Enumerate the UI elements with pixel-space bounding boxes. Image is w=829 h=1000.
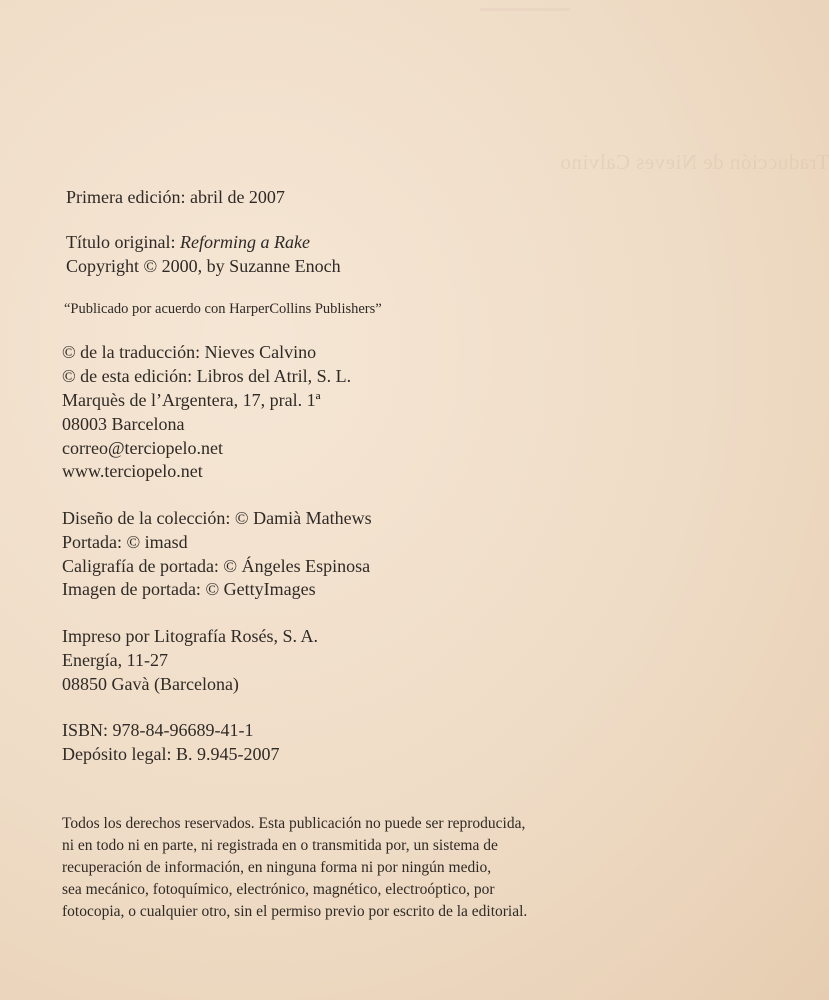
agreement-note: “Publicado por acuerdo con HarperCollins Publishers” (64, 301, 382, 317)
design-line: Caligrafía de portada: © Ángeles Espinosa (62, 556, 371, 576)
design-line: Diseño de la colección: © Damià Mathews (62, 508, 372, 528)
rights-notice-line: fotocopia, o cualquier otro, sin el permiso previo por escrito de la editorial. (62, 903, 528, 920)
printer-line: Energía, 11-27 (62, 650, 168, 670)
edition-line: Primera edición: abril de 2007 (66, 187, 285, 207)
publisher-website: www.terciopelo.net (62, 461, 203, 481)
rights-notice-line: Todos los derechos reservados. Esta publicación no puede ser reproducida, (62, 815, 526, 832)
rights-notice-line: ni en todo ni en parte, ni registrada en o transmitida por, un sistema de (62, 837, 498, 854)
original-title: Reforming a Rake (180, 232, 310, 252)
bleed-through-mark (480, 0, 570, 11)
design-line: Portada: © imasd (62, 532, 188, 552)
design-line: Imagen de portada: © GettyImages (62, 579, 316, 599)
legal-deposit-line: Depósito legal: B. 9.945-2007 (62, 744, 280, 764)
bleed-through-text: Traducción de Nieves Calvino (560, 150, 829, 174)
printer-line: 08850 Gavà (Barcelona) (62, 674, 239, 694)
rights-notice-line: sea mecánico, fotoquímico, electrónico, magnético, electroóptico, por (62, 881, 495, 898)
rights-notice-line: recuperación de información, en ninguna forma ni por ningún medio, (62, 859, 492, 876)
isbn-line: ISBN: 978-84-96689-41-1 (62, 720, 254, 740)
copyright-line: Copyright © 2000, by Suzanne Enoch (66, 256, 341, 276)
publisher-line: © de la traducción: Nieves Calvino (62, 342, 317, 362)
publisher-line: © de esta edición: Libros del Atril, S. L. (62, 366, 352, 386)
original-title-label: Título original: (66, 232, 180, 252)
original-title-line (66, 231, 310, 253)
publisher-line: 08003 Barcelona (62, 414, 185, 434)
publisher-line: Marquès de l’Argentera, 17, pral. 1ª (62, 390, 321, 410)
printer-line: Impreso por Litografía Rosés, S. A. (62, 626, 318, 646)
publisher-email: correo@terciopelo.net (62, 438, 223, 458)
